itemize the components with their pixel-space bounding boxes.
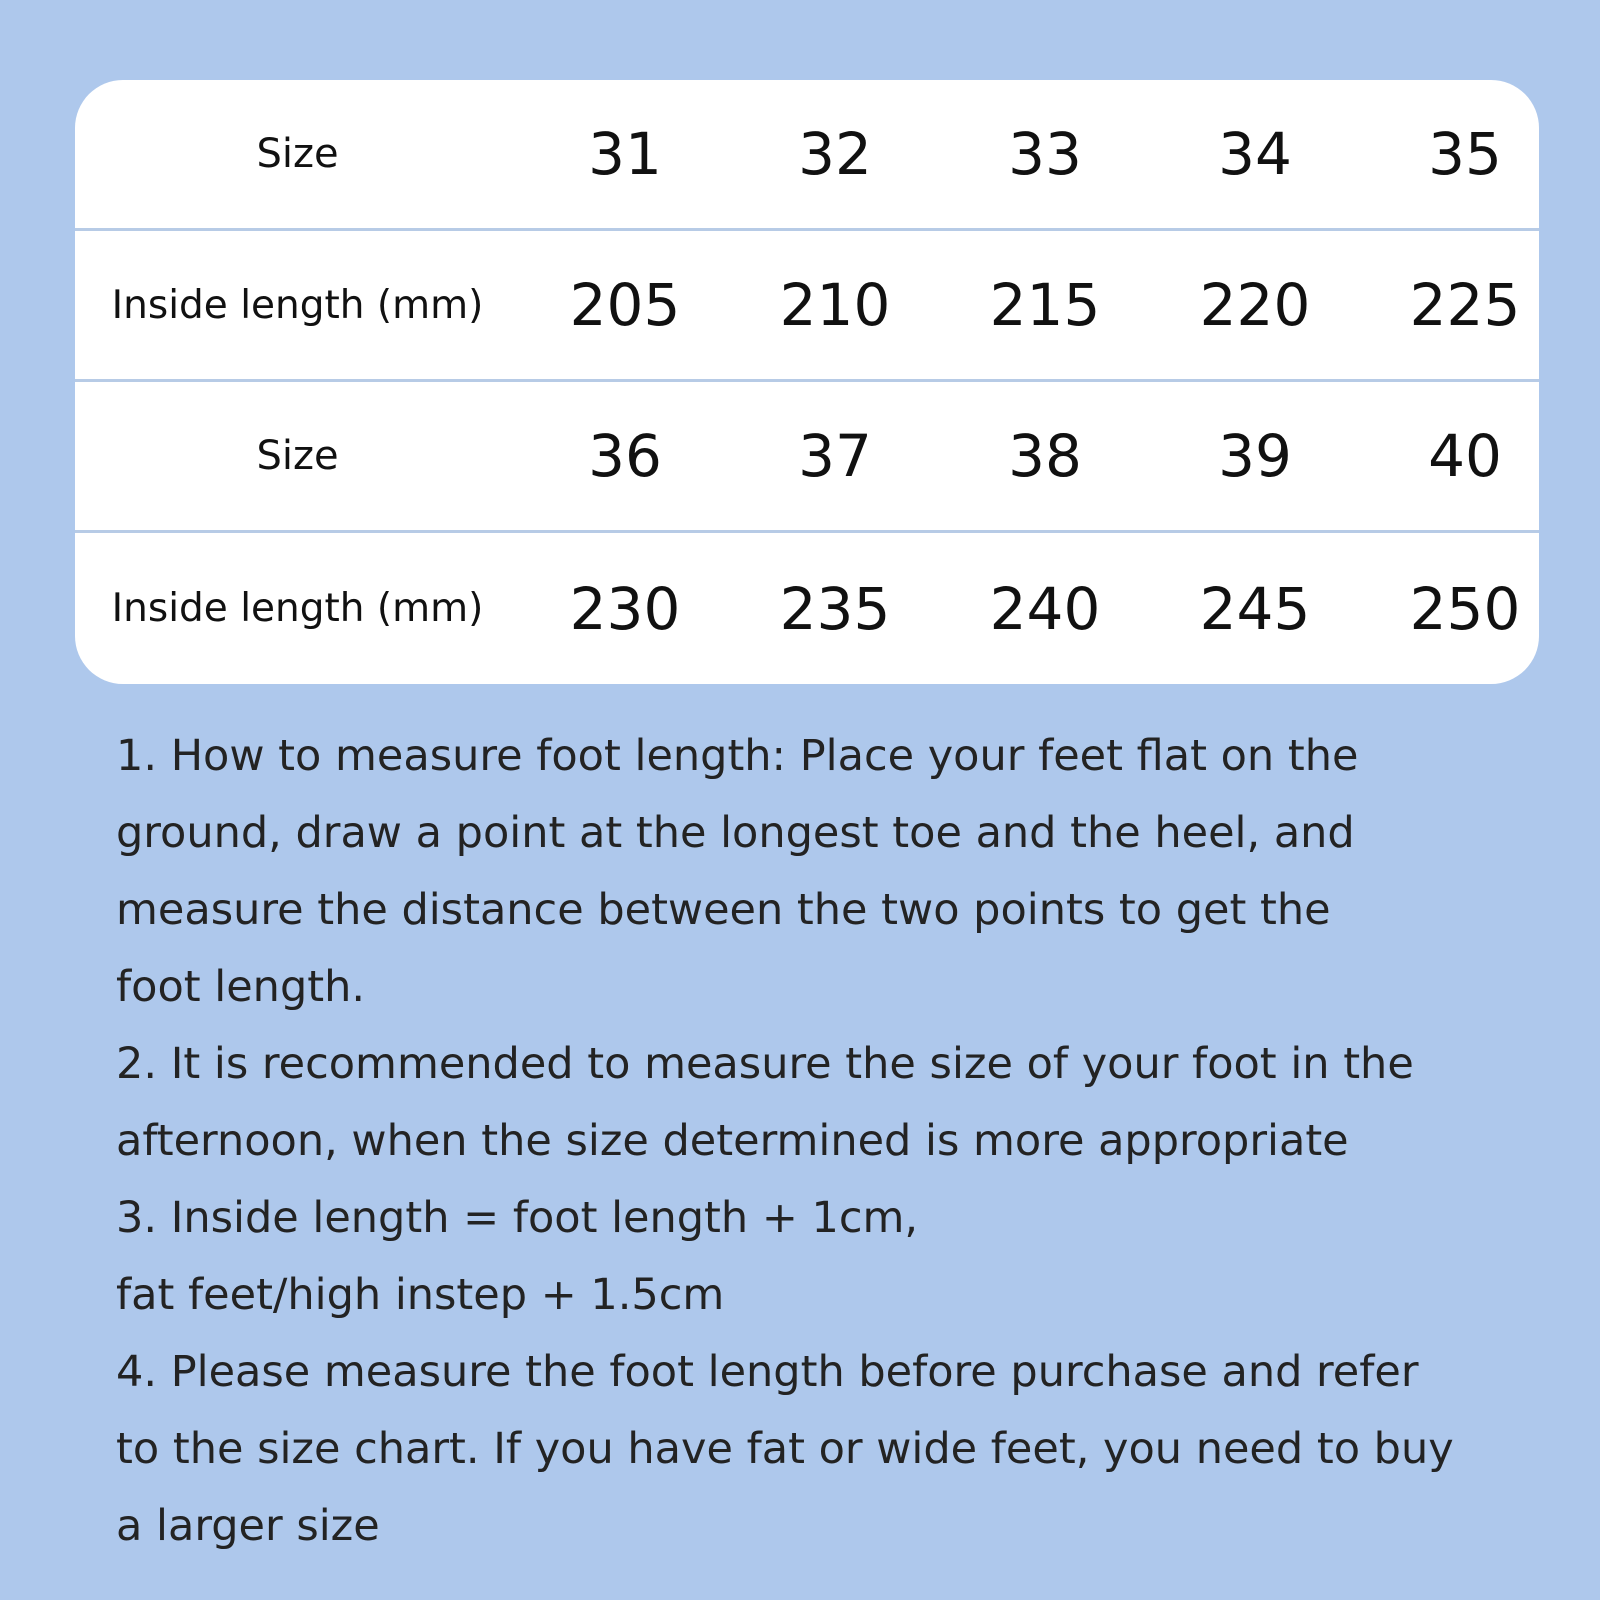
note-line: foot length. <box>116 962 366 1012</box>
size-label: Size <box>256 433 339 479</box>
inside-length-value: 205 <box>569 271 681 339</box>
size-value: 35 <box>1428 120 1502 188</box>
inside-length-label: Inside length (mm) <box>111 282 484 328</box>
inside-length-value: 235 <box>779 574 891 643</box>
size-row-2 <box>75 382 1539 533</box>
inside-length-value: 215 <box>989 271 1101 339</box>
inside-length-value: 230 <box>569 574 681 643</box>
note-line: ground, draw a point at the longest toe and the heel, and <box>116 808 1355 858</box>
inside-length-values <box>520 271 1539 339</box>
note-line: to the size chart. If you have fat or wide feet, you need to buy <box>116 1424 1454 1474</box>
inside-length-row-2 <box>75 533 1539 684</box>
inside-length-row-1 <box>75 231 1539 382</box>
size-values <box>520 422 1539 490</box>
inside-length-value: 240 <box>989 574 1101 643</box>
note-line: fat feet/high instep + 1.5cm <box>116 1270 725 1320</box>
inside-length-values <box>520 575 1539 643</box>
size-chart-table <box>75 80 1539 684</box>
note-line: a larger size <box>116 1501 380 1551</box>
note-line: afternoon, when the size determined is more appropriate <box>116 1116 1349 1166</box>
inside-length-value: 225 <box>1409 271 1521 339</box>
size-value: 36 <box>588 422 662 490</box>
size-row-1 <box>75 80 1539 231</box>
size-value: 39 <box>1218 422 1292 490</box>
inside-length-value: 245 <box>1199 574 1311 643</box>
size-value: 33 <box>1008 120 1082 188</box>
note-line: 3. Inside length = foot length + 1cm, <box>116 1193 919 1243</box>
size-value: 32 <box>798 120 872 188</box>
size-value: 37 <box>798 422 872 490</box>
note-line: measure the distance between the two points to get the <box>116 885 1331 935</box>
size-value: 38 <box>1008 422 1082 490</box>
note-line: 1. How to measure foot length: Place your feet flat on the <box>116 731 1359 781</box>
inside-length-value: 250 <box>1409 574 1521 643</box>
measurement-notes <box>116 718 1516 1565</box>
inside-length-value: 210 <box>779 271 891 339</box>
size-values <box>520 120 1539 188</box>
inside-length-label: Inside length (mm) <box>111 586 484 631</box>
size-label: Size <box>256 131 339 177</box>
size-value: 31 <box>588 120 662 188</box>
inside-length-value: 220 <box>1199 271 1311 339</box>
note-line: 4. Please measure the foot length before purchase and refer <box>116 1347 1419 1397</box>
note-line: 2. It is recommended to measure the size of your foot in the <box>116 1039 1414 1089</box>
size-value: 40 <box>1428 422 1502 490</box>
size-value: 34 <box>1218 120 1292 188</box>
